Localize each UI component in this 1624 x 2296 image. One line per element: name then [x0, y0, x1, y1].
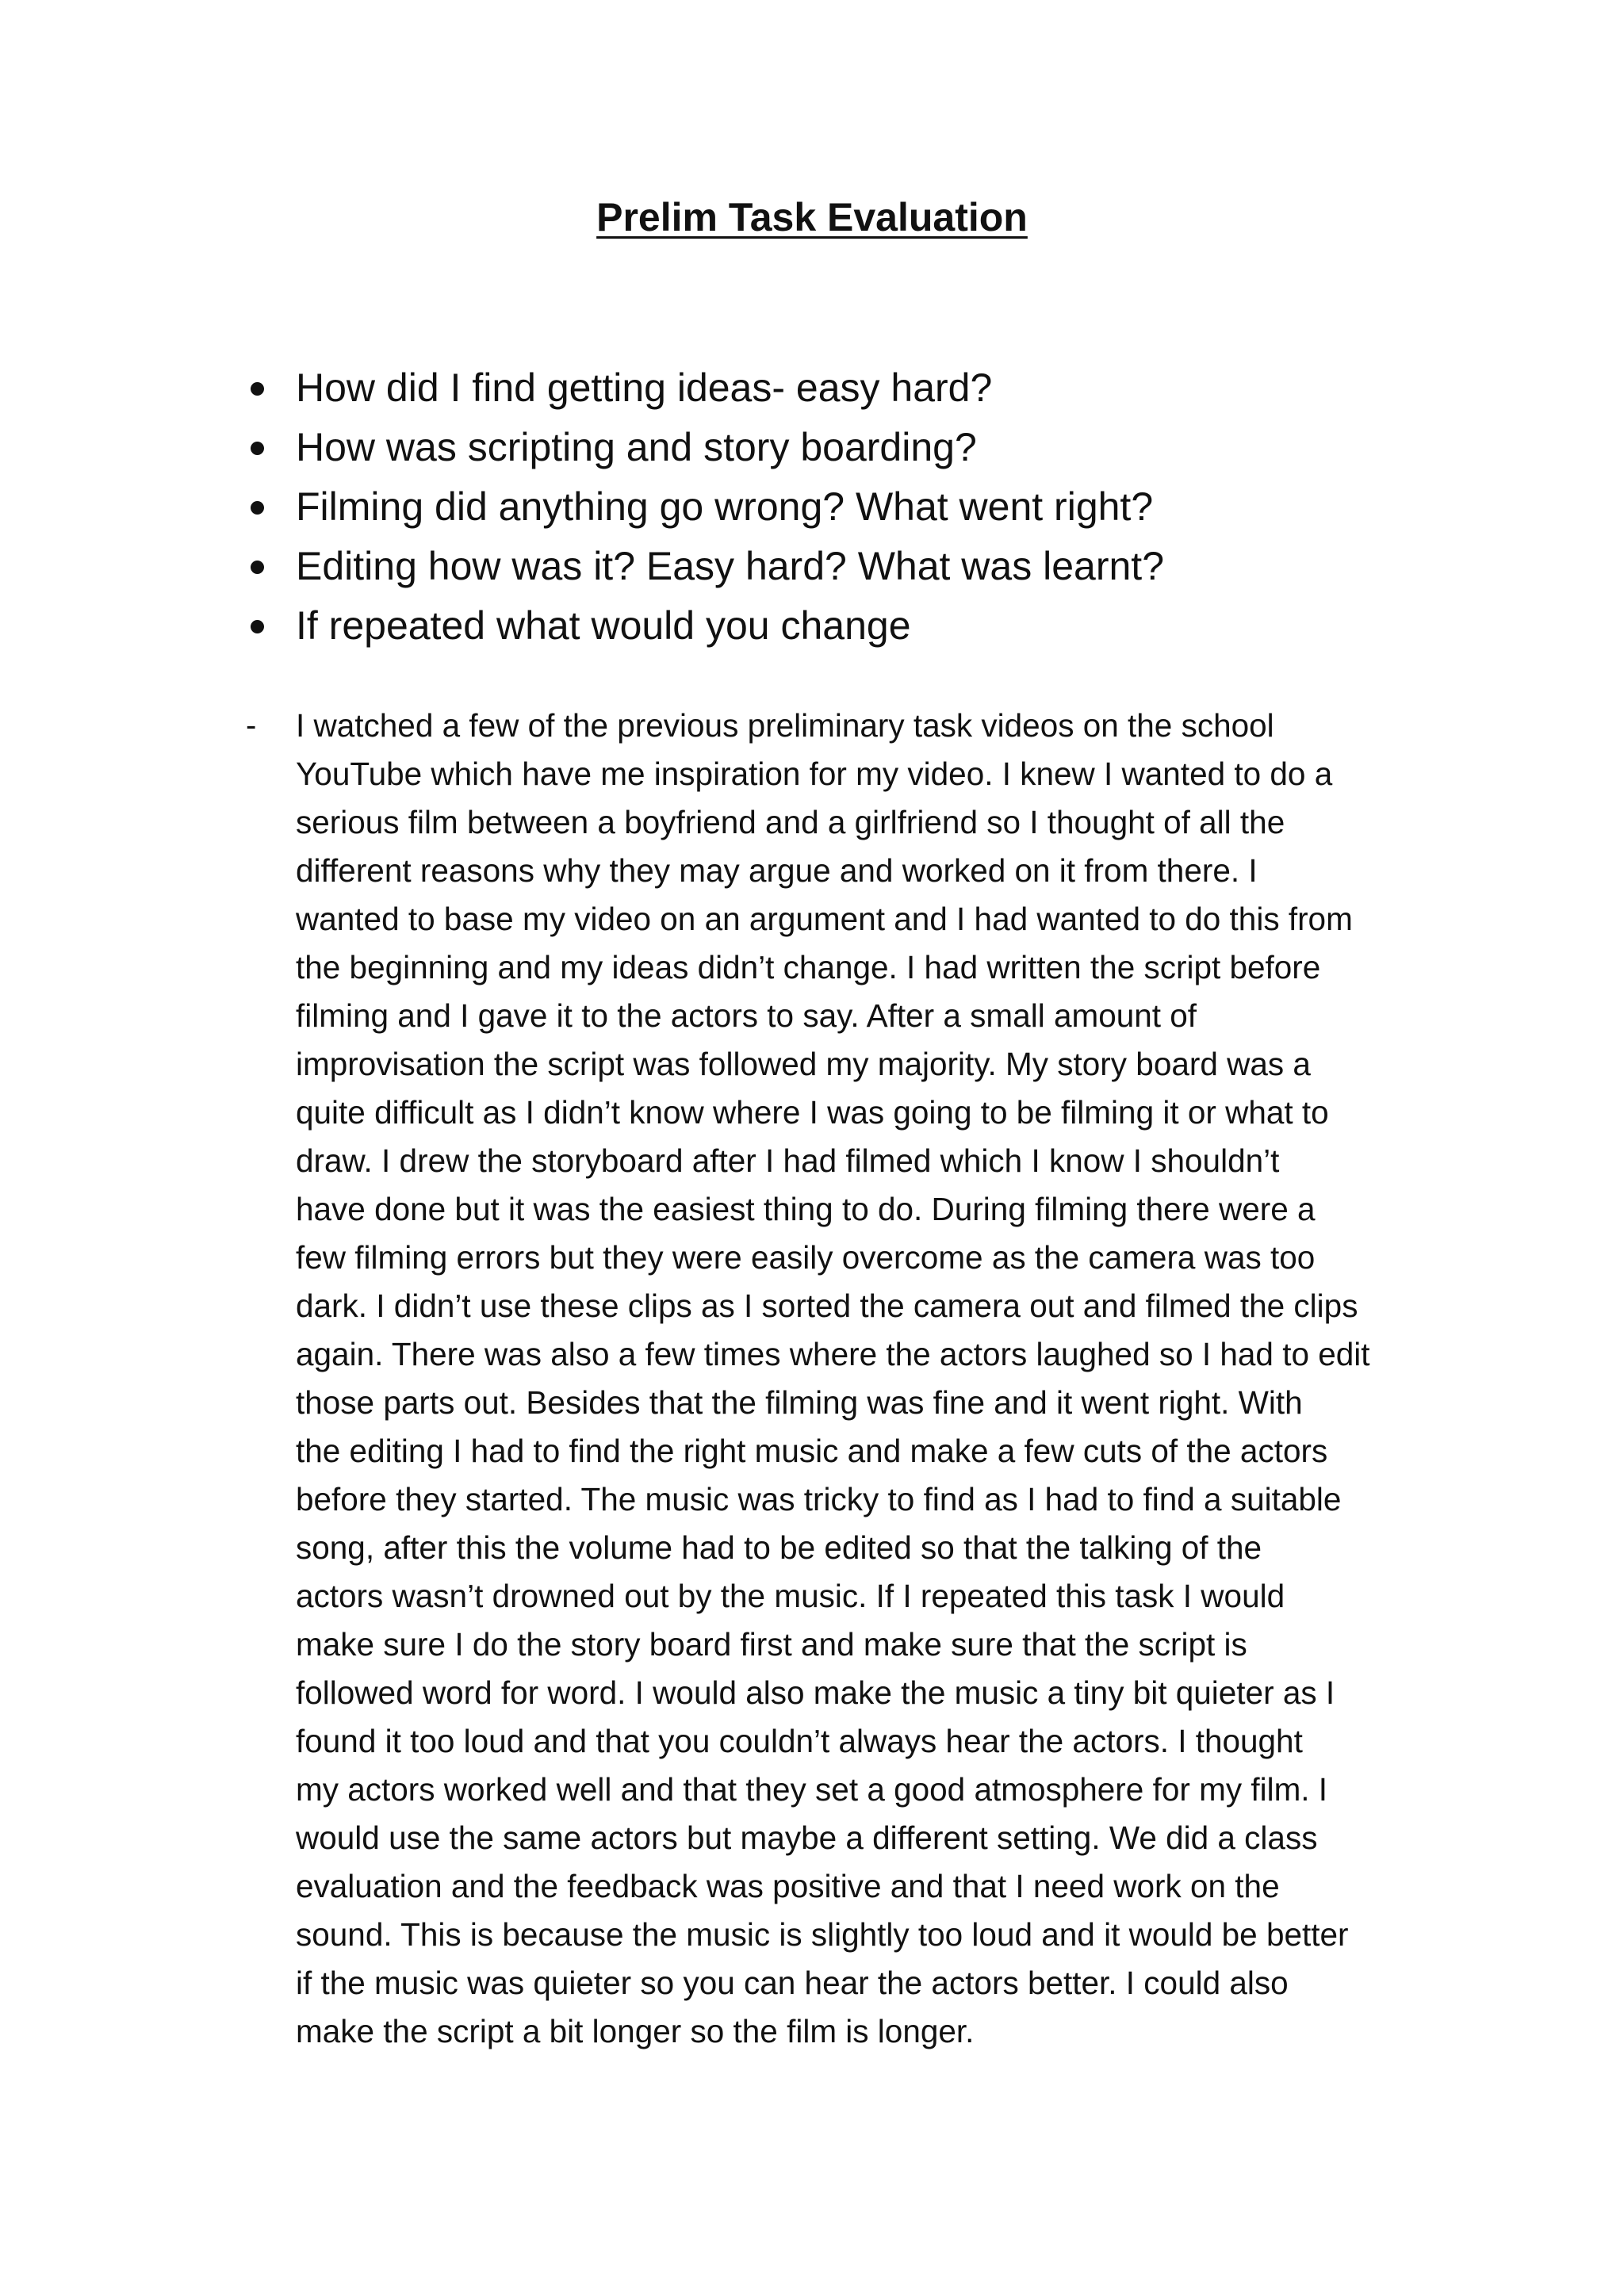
question-text: Editing how was it? Easy hard? What was learnt? — [296, 544, 1164, 588]
answer-line: I watched a few of the previous preliminary task videos on the school — [296, 707, 1274, 744]
answer-line: found it too loud and that you couldn’t always hear the actors. I thought — [296, 1723, 1303, 1759]
bullet-icon — [251, 442, 264, 455]
bullet-icon — [251, 382, 264, 396]
answer-line: dark. I didn’t use these clips as I sorted the camera out and filmed the clips — [296, 1288, 1358, 1324]
answer-line: sound. This is because the music is slightly too loud and it would be better — [296, 1916, 1349, 1953]
question-item — [0, 537, 1164, 596]
answer-line: quite difficult as I didn’t know where I was going to be filming it or what to — [296, 1094, 1329, 1131]
answer-line: few filming errors but they were easily overcome as the camera was too — [296, 1239, 1316, 1276]
question-list — [0, 358, 1164, 656]
answer-line: again. There was also a few times where the actors laughed so I had to edit — [296, 1336, 1370, 1372]
question-item — [0, 418, 1164, 477]
answer-line: make sure I do the story board first and make sure that the script is — [296, 1626, 1247, 1663]
answer-line: song, after this the volume had to be edited so that the talking of the — [296, 1529, 1262, 1566]
answer-line: wanted to base my video on an argument and I had wanted to do this from — [296, 901, 1353, 937]
question-item — [0, 596, 1164, 656]
answer-line: draw. I drew the storyboard after I had filmed which I know I shouldn’t — [296, 1142, 1280, 1179]
question-item — [0, 358, 1164, 418]
question-text: Filming did anything go wrong? What went right? — [296, 484, 1154, 529]
answer-line: improvisation the script was followed my majority. My story board was a — [296, 1046, 1311, 1082]
answer-line: the editing I had to find the right music and make a few cuts of the actors — [296, 1433, 1328, 1469]
answer-line: my actors worked well and that they set a good atmosphere for my film. I — [296, 1771, 1328, 1808]
question-item — [0, 477, 1164, 537]
answer-line: evaluation and the feedback was positive and that I need work on the — [296, 1868, 1280, 1904]
question-text: If repeated what would you change — [296, 603, 911, 648]
answer-line: filming and I gave it to the actors to say. After a small amount of — [296, 997, 1197, 1034]
answer-line: followed word for word. I would also make the music a tiny bit quieter as I — [296, 1674, 1335, 1711]
answer-line: would use the same actors but maybe a different setting. We did a class — [296, 1820, 1318, 1856]
answer-paragraph — [296, 702, 1414, 2056]
answer-line: the beginning and my ideas didn’t change. I had written the script before — [296, 949, 1321, 985]
document-title: Prelim Task Evaluation — [596, 195, 1028, 239]
bullet-icon — [251, 620, 264, 633]
answer-line: if the music was quieter so you can hear the actors better. I could also — [296, 1965, 1289, 2001]
bullet-icon — [251, 561, 264, 574]
answer-line: make the script a bit longer so the film is longer. — [296, 2013, 975, 2049]
question-text: How was scripting and story boarding? — [296, 425, 977, 469]
question-text: How did I find getting ideas- easy hard? — [296, 365, 993, 410]
answer-line: serious film between a boyfriend and a girlfriend so I thought of all the — [296, 804, 1285, 840]
dash-marker: - — [246, 708, 257, 743]
answer-line: actors wasn’t drowned out by the music. If I repeated this task I would — [296, 1578, 1285, 1614]
answer-line: YouTube which have me inspiration for my video. I knew I wanted to do a — [296, 756, 1333, 792]
answer-line: before they started. The music was tricky to find as I had to find a suitable — [296, 1481, 1342, 1517]
bullet-icon — [251, 501, 264, 515]
answer-line: different reasons why they may argue and worked on it from there. I — [296, 852, 1258, 889]
answer-line: those parts out. Besides that the filming was fine and it went right. With — [296, 1384, 1303, 1421]
answer-line: have done but it was the easiest thing to do. During filming there were a — [296, 1191, 1316, 1227]
